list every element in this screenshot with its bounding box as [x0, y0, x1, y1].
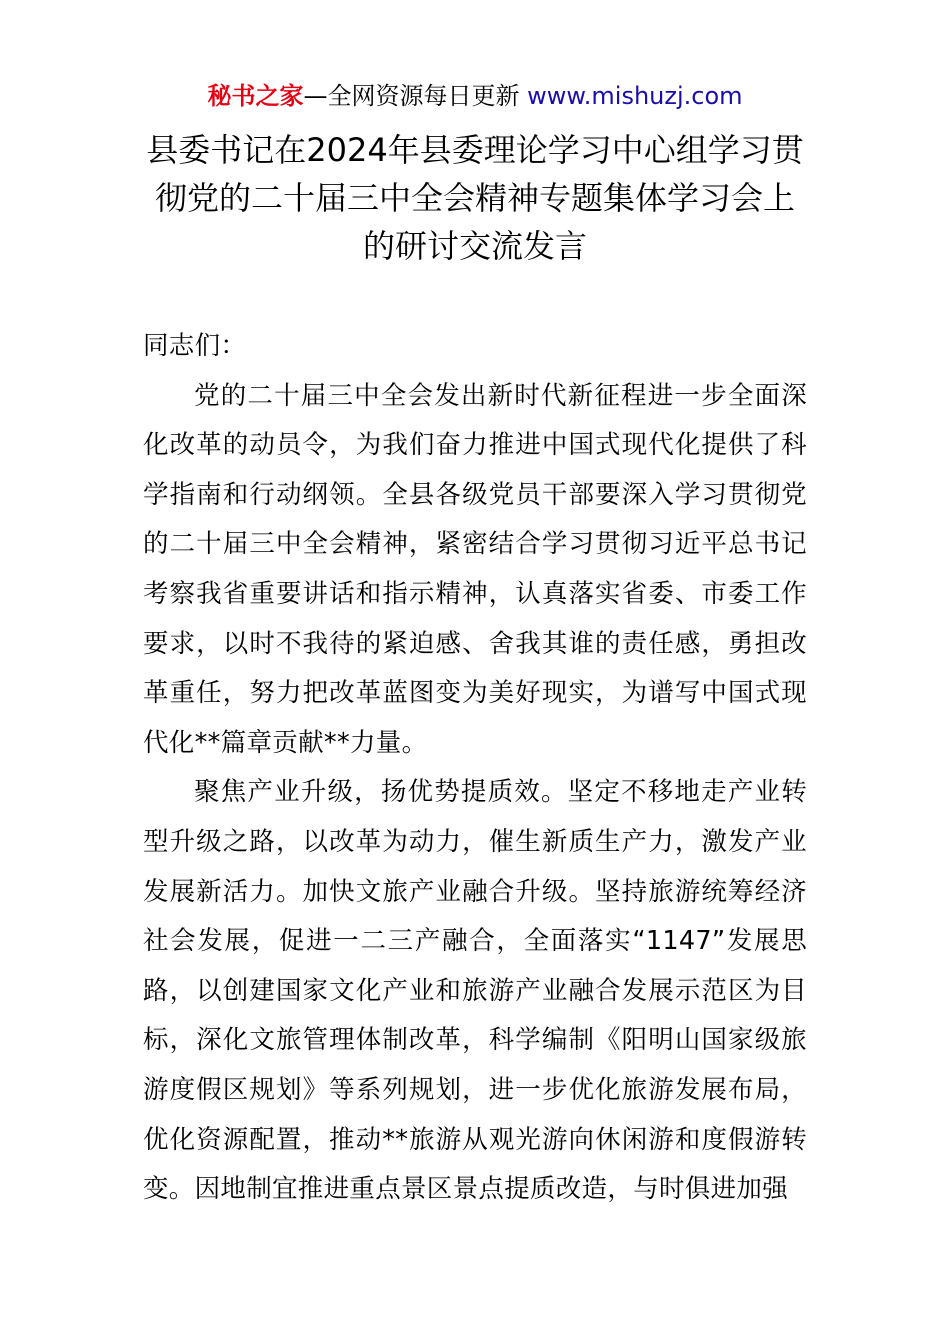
body-paragraph: 聚焦产业升级，扬优势提质效。坚定不移地走产业转型升级之路，以改革为动力，催生新质生产力，激发产业发展新活力。加快文旅产业融合升级。坚持旅游统筹经济社会发展，促进一二三产融合，全面落实“1147”发展思路，以创建国家文化产业和旅游产业融合发展示范区为目标，深化文旅管理体制改革，科学编制《阳明山国家级旅游度假区规划》等系列规划，进一步优化旅游发展布局，优化资源配置，推动**旅游从观光游向休闲游和度假游转变。因地制宜推进重点景区景点提质改造，与时俱进加强: [143, 777, 807, 1205]
salutation: 同志们：: [143, 331, 247, 361]
document-body: [143, 322, 807, 1215]
document-title: 县委书记在2024年县委理论学习中心组学习贯彻党的二十届三中全会精神专题集体学习会上的研讨交流发言: [146, 131, 804, 265]
site-tagline: —全网资源每日更新: [303, 82, 528, 110]
site-name: 秘书之家: [207, 82, 304, 110]
body-paragraph: 党的二十届三中全会发出新时代新征程进一步全面深化改革的动员令，为我们奋力推进中国式现代化提供了科学指南和行动纲领。全县各级党员干部要深入学习贯彻党的二十届三中全会精神，紧密结合学习贯彻习近平总书记考察我省重要讲话和指示精神，认真落实省委、市委工作要求，以时不我待的紧迫感、舍我其谁的责任感，勇担改革重任，努力把改革蓝图变为美好现实，为谱写中国式现代化**篇章贡献**力量。: [143, 380, 807, 758]
site-header: [0, 78, 950, 114]
site-url-link[interactable]: www.mishuzj.com: [527, 82, 743, 110]
